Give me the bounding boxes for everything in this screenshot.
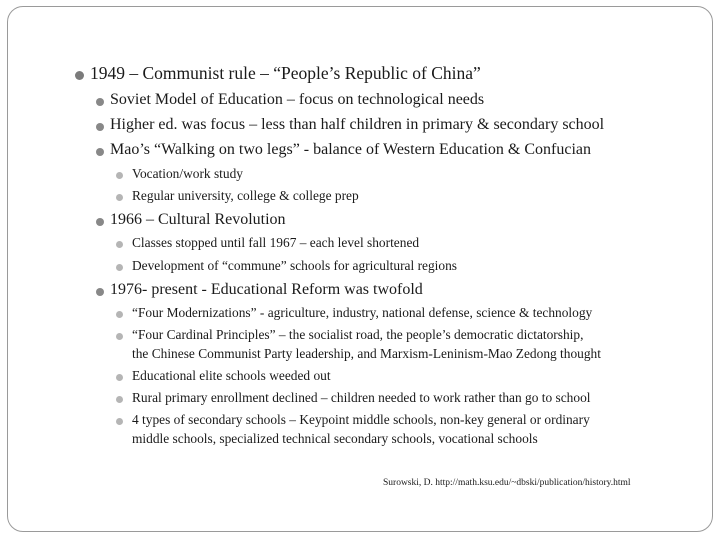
bullet-item-four-modernizations: “Four Modernizations” - agriculture, industry, national defense, science & technology <box>132 305 593 320</box>
bullet-icon <box>96 123 104 131</box>
bullet-icon <box>96 98 104 106</box>
bullet-item-classes-stopped: Classes stopped until fall 1967 – each level shortened <box>132 235 420 250</box>
bullet-item-cultural-revolution: 1966 – Cultural Revolution <box>110 211 286 228</box>
bullet-item-four-cardinal-principles: “Four Cardinal Principles” – the socialist road, the people’s democratic dictatorship, <box>132 327 584 342</box>
bullet-item-educational-reform: 1976- present - Educational Reform was twofold <box>110 281 423 298</box>
bullet-icon <box>116 396 123 403</box>
bullet-item-communist-rule: 1949 – Communist rule – “People’s Republic of China” <box>90 63 481 83</box>
bullet-item-secondary-schools-cont: middle schools, specialized technical secondary schools, vocational schools <box>132 431 538 446</box>
citation: Surowski, D. http://math.ksu.edu/~dbski/publication/history.html <box>383 478 631 488</box>
bullet-icon <box>96 288 104 296</box>
bullet-item-commune-schools: Development of “commune” schools for agricultural regions <box>132 258 457 273</box>
bullet-icon <box>96 148 104 156</box>
bullet-icon <box>75 71 84 80</box>
bullet-icon <box>116 311 123 318</box>
bullet-icon <box>96 218 104 226</box>
bullet-icon <box>116 333 123 340</box>
bullet-icon <box>116 264 123 271</box>
bullet-item-regular-university: Regular university, college & college prep <box>132 188 359 203</box>
bullet-icon <box>116 241 123 248</box>
bullet-item-four-cardinal-principles-cont: the Chinese Communist Party leadership, and Marxism-Leninism-Mao Zedong thought <box>132 346 601 361</box>
bullet-icon <box>116 194 123 201</box>
bullet-item-walking-two-legs: Mao’s “Walking on two legs” - balance of Western Education & Confucian <box>110 141 591 158</box>
bullet-icon <box>116 418 123 425</box>
bullet-item-soviet-model: Soviet Model of Education – focus on technological needs <box>110 91 485 108</box>
bullet-icon <box>116 374 123 381</box>
bullet-item-higher-ed: Higher ed. was focus – less than half children in primary & secondary school <box>110 116 605 133</box>
bullet-item-elite-schools: Educational elite schools weeded out <box>132 368 331 383</box>
bullet-item-rural-enrollment: Rural primary enrollment declined – children needed to work rather than go to school <box>132 390 591 405</box>
bullet-icon <box>116 172 123 179</box>
bullet-item-vocation: Vocation/work study <box>132 166 243 181</box>
bullet-item-secondary-schools: 4 types of secondary schools – Keypoint middle schools, non-key general or ordinary <box>132 412 590 427</box>
